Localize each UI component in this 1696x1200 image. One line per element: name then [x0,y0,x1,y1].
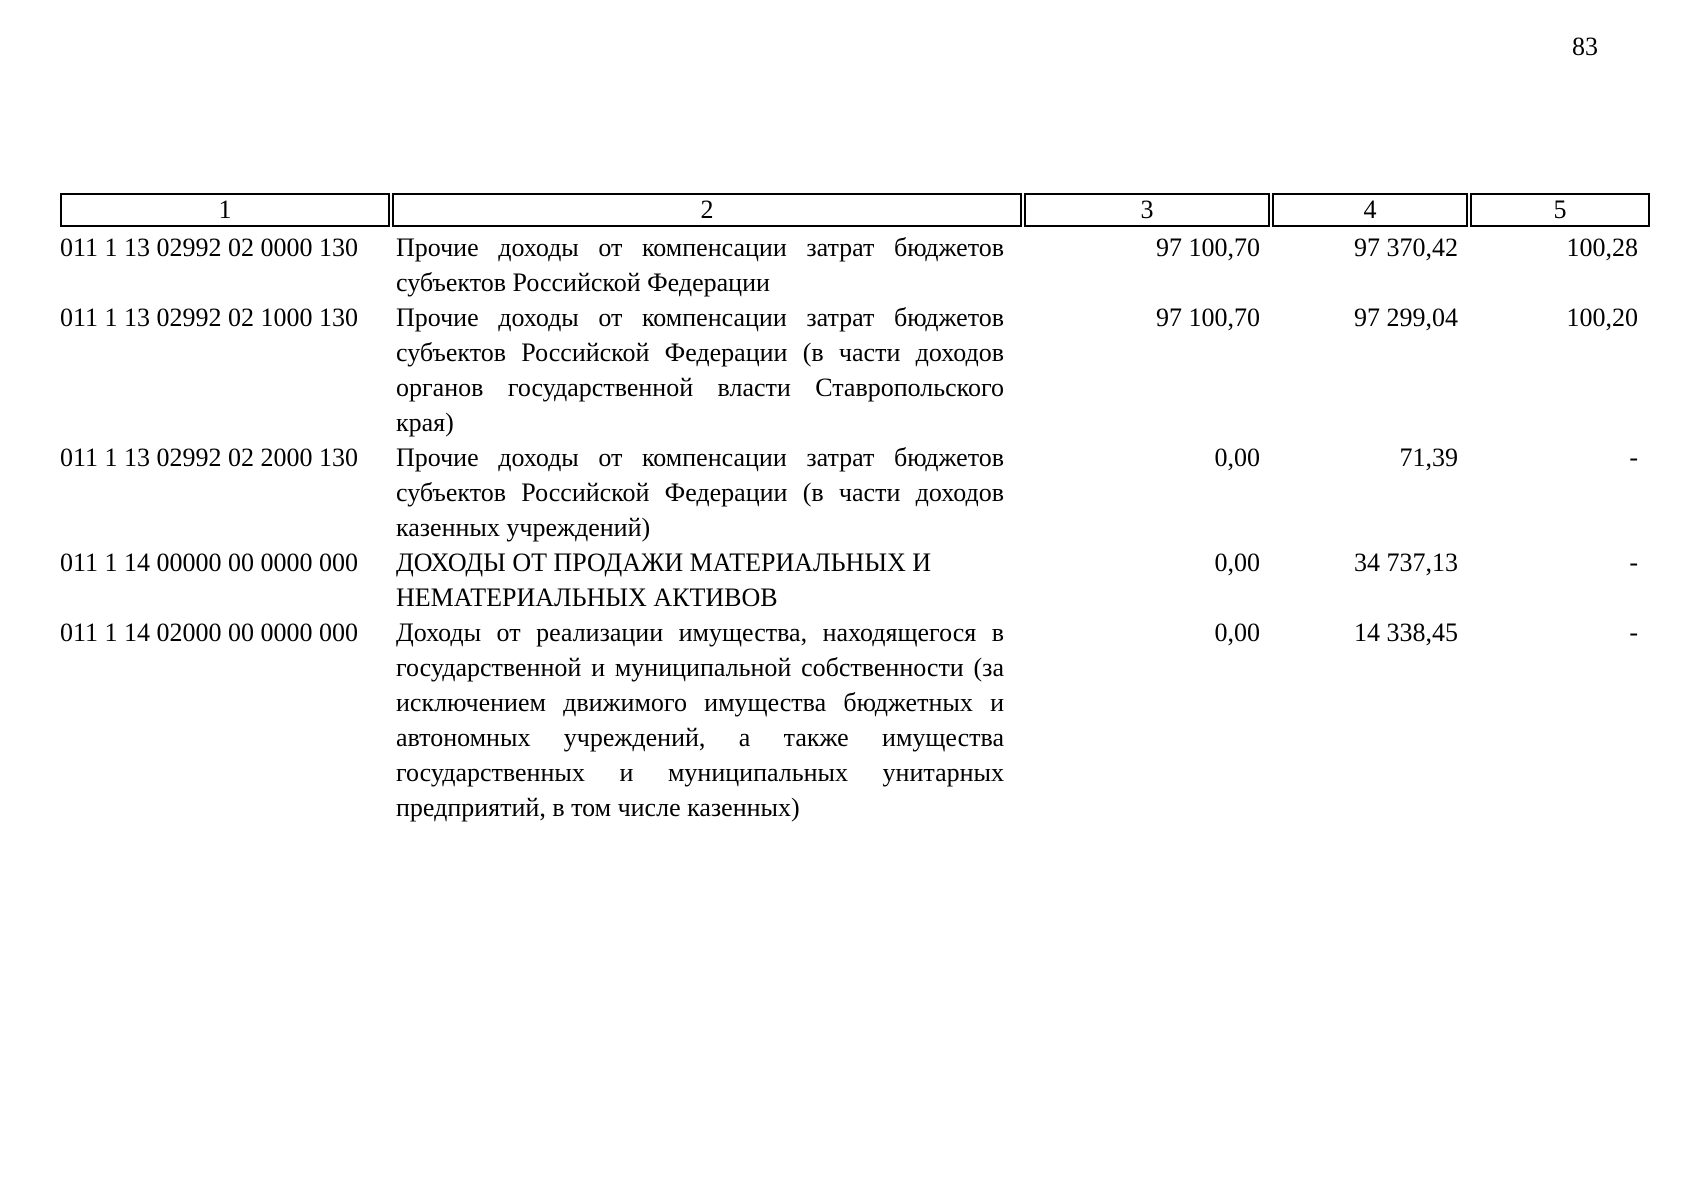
row-col3: 0,00 [1214,548,1260,577]
row-col3: 0,00 [1214,618,1260,647]
row-name: Прочие доходы от компенсации затрат бюджетов субъектов Российской Федерации (в части доходов органов государственной власти Ставропольского края) [396,303,1004,437]
table-row [60,615,1650,825]
header-col-3: 3 [1024,193,1270,227]
header-col-5: 5 [1470,193,1650,227]
row-col5: 100,20 [1566,303,1638,332]
row-name: Прочие доходы от компенсации затрат бюджетов субъектов Российской Федерации (в части доходов казенных учреждений) [396,443,1004,542]
row-col5: 100,28 [1566,233,1638,262]
table-row [60,440,1650,545]
table-row [60,230,1650,300]
row-col4: 34 737,13 [1354,548,1458,577]
row-col4: 71,39 [1399,443,1458,472]
row-col4: 97 299,04 [1354,303,1458,332]
header-col-1: 1 [60,193,390,227]
row-col3: 97 100,70 [1156,233,1260,262]
table-row [60,545,1650,615]
row-col5: - [1629,618,1638,647]
row-col3: 0,00 [1214,443,1260,472]
row-col4: 97 370,42 [1354,233,1458,262]
row-col4: 14 338,45 [1354,618,1458,647]
row-code: 011 1 14 02000 00 0000 000 [60,618,359,647]
row-name: Доходы от реализации имущества, находящегося в государственной и муниципальной собственности (за исключением движимого имущества бюджетных и автономных учреждений, а также имущества государственных и муниципальных унитарных предприятий, в том числе казенных) [396,618,1004,822]
row-col5: - [1629,443,1638,472]
row-name: Прочие доходы от компенсации затрат бюджетов субъектов Российской Федерации [396,233,1004,297]
row-code: 011 1 14 00000 00 0000 000 [60,548,359,577]
row-code: 011 1 13 02992 02 0000 130 [60,233,359,262]
table-row [60,300,1650,440]
row-col5: - [1629,548,1638,577]
page-number: 83 [1572,32,1598,61]
row-col3: 97 100,70 [1156,303,1260,332]
table-body [60,230,1650,825]
table-header [60,193,1652,227]
row-name: ДОХОДЫ ОТ ПРОДАЖИ МАТЕРИАЛЬНЫХ И НЕМАТЕРИАЛЬНЫХ АКТИВОВ [396,548,932,612]
row-code: 011 1 13 02992 02 2000 130 [60,443,359,472]
header-col-4: 4 [1272,193,1468,227]
row-code: 011 1 13 02992 02 1000 130 [60,303,359,332]
header-col-2: 2 [392,193,1022,227]
